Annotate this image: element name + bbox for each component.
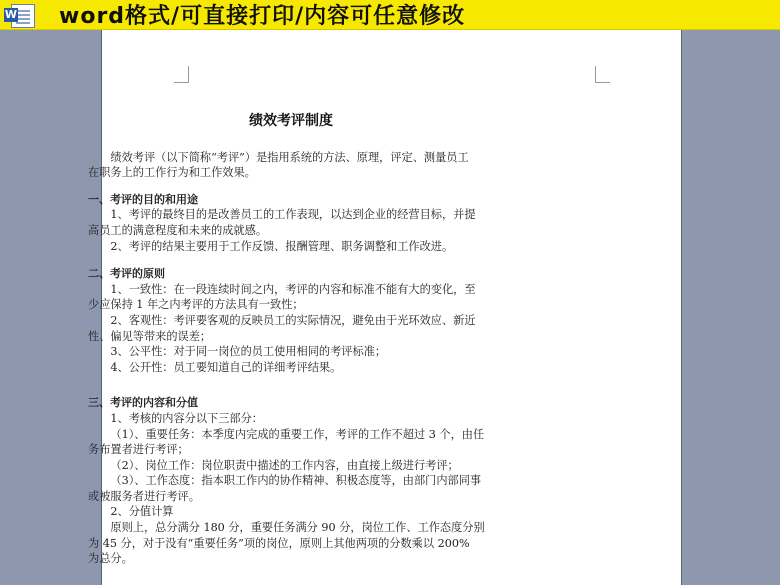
section-heading: 一、考评的目的和用途 [88,192,198,206]
word-document-icon: W [3,2,53,28]
paragraph: 2、考评的结果主要用于工作反馈、报酬管理、职务调整和工作改进。 [110,239,454,253]
paragraph: 1、考核的内容分以下三部分： [110,411,263,425]
paragraph: 1、考评的最终目的是改善员工的工作表现，以达到企业的经营目标，并提 高员工的满意程度和未来的成就感。 [88,208,476,237]
paragraph: （2）、岗位工作：岗位职责中描述的工作内容，由直接上级进行考评； [110,458,459,472]
paragraph: 3、公平性：对于同一岗位的员工使用相同的考评标准； [110,345,387,359]
margin-corner-left [174,66,189,83]
paragraph: 原则上，总分满分 180 分，重要任务满分 90 分，岗位工作、工作态度分别 为 45 分，对于没有“重要任务”项的岗位，原则上其他两项的分数乘以 200% 为总分。 [88,521,485,566]
paragraph: 2、分值计算 [110,505,174,519]
intro-paragraph: 绩效考评（以下简称“考评”）是指用系统的方法、原理，评定、测量员工 在职务上的工作行为和工作效果。 [88,150,469,180]
paragraph: 1、一致性：在一段连续时间之内，考评的内容和标准不能有大的变化，至 少应保持 1 年之内考评的方法具有一致性； [88,282,476,312]
top-banner [0,0,780,30]
paragraph: 4、公开性：员工要知道自己的详细考评结果。 [110,360,342,374]
section-heading: 三、考评的内容和分值 [88,396,198,410]
banner-text: word格式/可直接打印/内容可任意修改 [59,4,466,29]
document-body [88,114,494,567]
section-heading: 二、考评的原则 [88,267,165,281]
margin-corner-right [595,66,610,83]
paragraph: （3）、工作态度：指本职工作内的协作精神、积极态度等，由部门内部同事 或被服务者进行考评。 [88,474,482,503]
paragraph: 2、客观性：考评要客观的反映员工的实际情况，避免由于光环效应、新近 性、偏见等带来的误差； [88,313,476,343]
paragraph: （1）、重要任务：本季度内完成的重要工作，考评的工作不超过 3 个，由任 务布置者进行考评； [88,427,485,457]
document-title: 绩效考评制度 [249,113,333,129]
